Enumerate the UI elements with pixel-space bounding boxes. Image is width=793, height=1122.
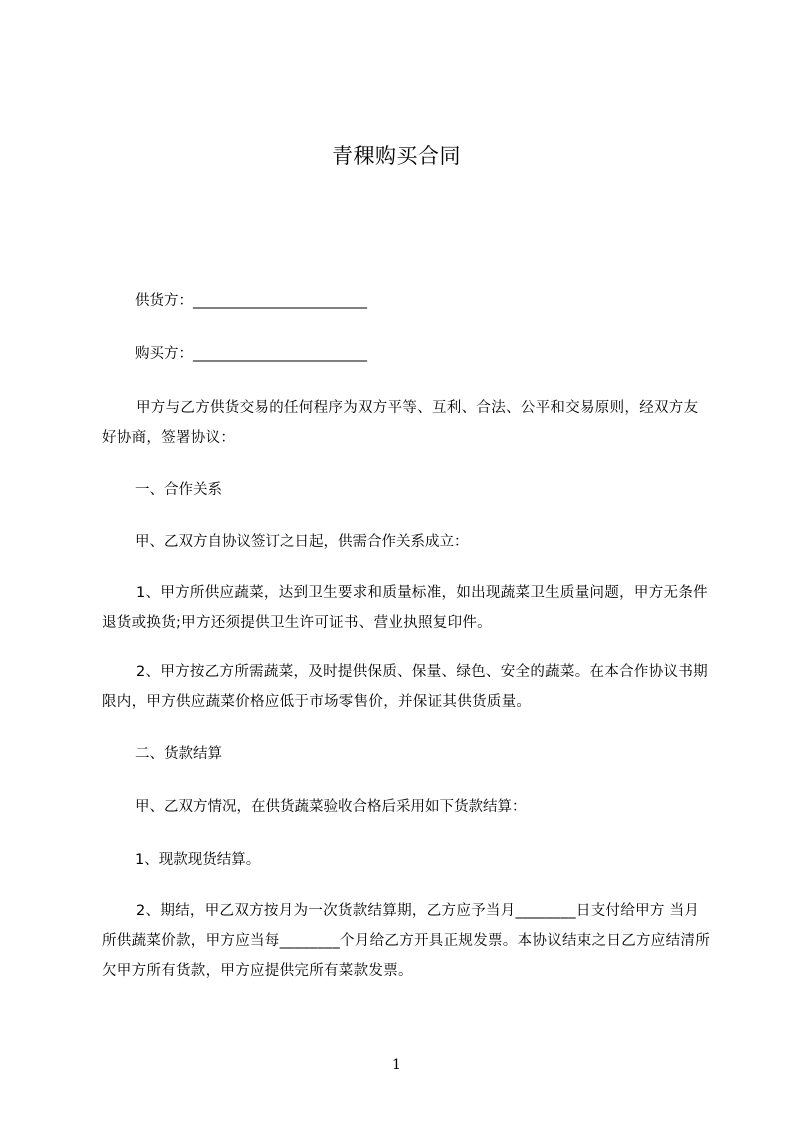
document-title: 青稞购买合同 [332,144,461,168]
section1-intro: 甲、乙双方自协议签订之日起，供需合作关系成立： [135,534,469,550]
section2-heading: 二、货款结算 [135,746,222,762]
section1-item1: 1、甲方所供应蔬菜，达到卫生要求和质量标准，如出现蔬菜卫生质量问题，甲方无条件退货或换货;甲方还须提供卫生许可证书、营业执照复印件。 [102,585,708,631]
section2-intro: 甲、乙双方情况，在供货蔬菜验收合格后采用如下货款结算： [135,799,527,815]
section2-item2: 2、期结，甲乙双方按月为一次货款结算期，乙方应予当月________日支付给甲方 当月所供蔬菜价款，甲方应当每________个月给乙方开具正规发票。本协议结束之日乙方应结清所欠甲方所有货款，甲方应提供完所有菜款发票。 [102,903,710,979]
buyer-line: 购买方：________________________ [135,346,367,362]
section2-item1: 1、现款现货结算。 [135,852,261,868]
section1-item2: 2、甲方按乙方所需蔬菜，及时提供保质、保量、绿色、安全的蔬菜。在本合作协议书期限内，甲方供应蔬菜价格应低于市场零售价，并保证其供货质量。 [102,664,708,710]
intro-paragraph: 甲方与乙方供货交易的任何程序为双方平等、互利、合法、公平和交易原则，经双方友好协商，签署协议： [102,400,699,446]
page-number: 1 [392,1057,401,1073]
section1-heading: 一、合作关系 [135,482,222,498]
supplier-line: 供货方：________________________ [135,293,367,309]
